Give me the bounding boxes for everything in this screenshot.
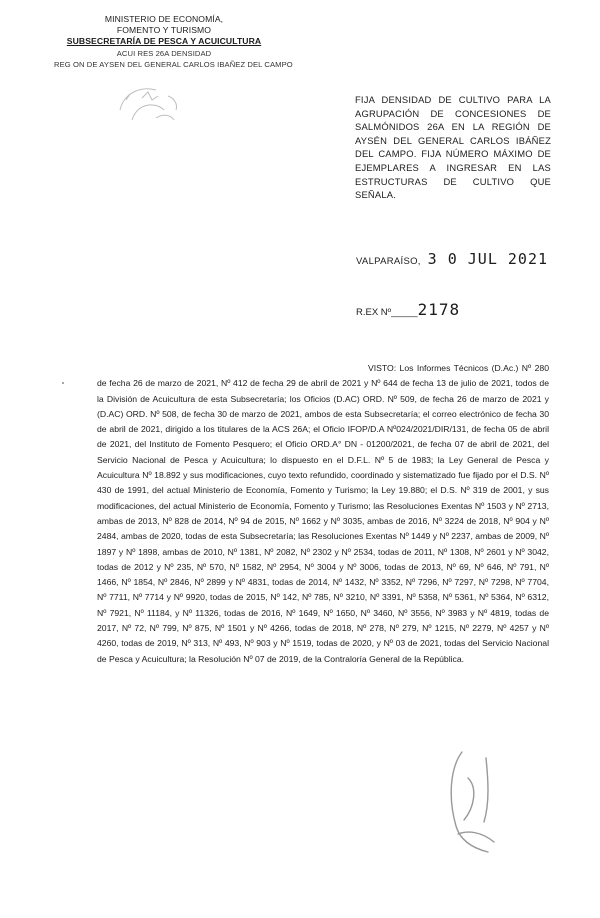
ministry-line-2: FOMENTO Y TURISMO	[116, 25, 212, 36]
resolution-number	[356, 300, 460, 319]
resolution-label: R.EX Nº	[356, 307, 392, 318]
resolution-blank: _____	[391, 307, 418, 318]
date-stamp: 3 0 JUL 2021	[427, 250, 549, 268]
subsecretaria-line: SUBSECRETARÍA DE PESCA Y ACUICULTURA	[66, 36, 262, 47]
region-reference: REG ON DE AYSEN DEL GENERAL CARLOS IBAÑEZ DEL CAMPO	[54, 59, 293, 69]
official-stamp	[112, 80, 192, 134]
letterhead	[54, 14, 293, 70]
margin-mark	[62, 382, 64, 384]
resolution-number-value: 2178	[417, 300, 461, 319]
acs-reference: ACUI RES 26A DENSIDAD	[116, 48, 212, 58]
city: VALPARAÍSO,	[356, 256, 421, 267]
resolution-subject: FIJA DENSIDAD DE CULTIVO PARA LA AGRUPACIÓN DE CONCESIONES DE SALMÓNIDOS 26A EN LA REGIÓN DE AYSÉN DEL GENERAL CARLOS IBÁÑEZ DEL CAMPO. FIJA NÚMERO MÁXIMO DE EJEMPLARES A INGRESAR EN LAS ESTRUCTURAS DE CULTIVO QUE SEÑALA.	[355, 94, 551, 201]
ministry-line: MINISTERIO DE ECONOMÍA,	[104, 14, 224, 24]
visto-paragraph: VISTO: Los Informes Técnicos (D.Ac.) Nº 280 de fecha 26 de marzo de 2021, Nº 412 de fecha 29 de abril de 2021 y Nº 644 de fecha 13 de julio de 2021, todos de la División de Acuicultura de esta Subsecretaría; los Oficios (D.AC) ORD. Nº 509, de fecha 26 de marzo de 2021 y (D.AC) ORD. Nº 508, de fecha 30 de marzo de 2021, ambos de esta Subsecretaría; el correo electrónico de fecha 30 de abril de 2021, dirigido a los titulares de la ACS 26A; el Oficio IFOP/D.A Nº024/2021/DIR/131, de fecha 05 de abril de 2021, del Instituto de Fomento Pesquero; el Oficio ORD.A° DN - 01200/2021, de fecha 07 de abril de 2021, del Servicio Nacional de Pesca y Acuicultura; lo dispuesto en el D.F.L. Nº 5 de 1983; la Ley General de Pesca y Acuicultura Nº 18.892 y sus modificaciones, cuyo texto refundido, coordinado y sistematizado fue fijado por el D.S. Nº 430 de 1991, del actual Ministerio de Economía, Fomento y Turismo; la Ley 19.880; el D.S. Nº 319 de 2001, y sus modificaciones, del actual Ministerio de Economía, Fomento y Turismo; las Resoluciones Exentas Nº 1503 y Nº 2713, ambas de 2013, Nº 828 de 2014, Nº 94 de 2015, Nº 1662 y Nº 3035, ambas de 2016, Nº 3224 de 2018, Nº 904 y Nº 2484, ambas de 2020, todas de esta Subsecretaría; las Resoluciones Exentas Nº 1449 y Nº 2237, ambas de 2009, Nº 1897 y Nº 1898, ambas de 2010, Nº 1381, Nº 2082, Nº 2302 y Nº 2534, todas de 2011, Nº 1308, Nº 2601 y Nº 3042, todas de 2012 y Nº 235, Nº 570, Nº 1582, Nº 2954, Nº 3004 y Nº 3006, todas de 2013, Nº 69, Nº 646, Nº 791, Nº 1466, Nº 1854, Nº 2846, Nº 2899 y Nº 4831, todas de 2014, Nº 1432, Nº 3352, Nº 7296, Nº 7297, Nº 7298, Nº 7704, Nº 7711, Nº 7714 y Nº 9920, todas de 2015, Nº 142, Nº 785, Nº 3210, Nº 3391, Nº 5358, Nº 5361, Nº 5364, Nº 6312, Nº 7921, Nº 11184, y Nº 11326, todas de 2016, Nº 1649, Nº 1650, Nº 3460, Nº 3556, Nº 3983 y Nº 4819, todas de 2017, Nº 72, Nº 799, Nº 875, Nº 1501 y Nº 4266, todas de 2018, Nº 278, Nº 279, Nº 1215, Nº 2279, Nº 4257 y Nº 4260, todas de 2019, Nº 313, Nº 493, Nº 903 y Nº 1519, todas de 2020, y Nº 03 de 2021, todas del Servicio Nacional de Pesca y Acuicultura; la Resolución Nº 07 de 2019, de la Contraloría General de la República.	[97, 363, 549, 664]
signature-mark	[428, 748, 528, 868]
place-and-date	[356, 250, 548, 268]
